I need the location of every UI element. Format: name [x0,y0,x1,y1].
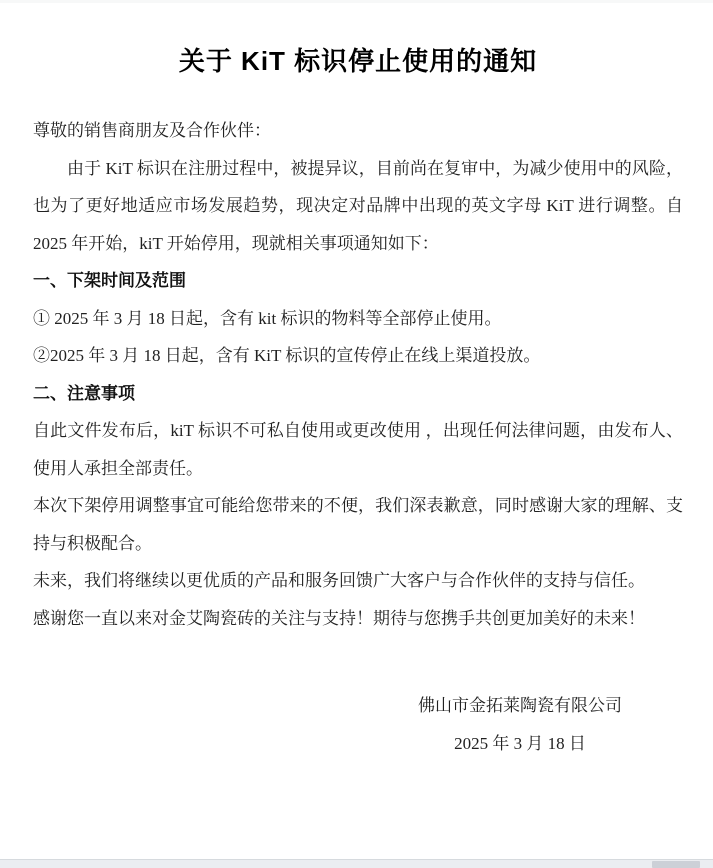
signature-date: 2025 年 3 月 18 日 [454,734,586,753]
paragraph-apology: 本次下架停用调整事宜可能给您带来的不便，我们深表歉意，同时感谢大家的理解、支持与积极配合。 [33,496,683,553]
section1-heading: 一、下架时间及范围 [33,271,186,290]
paragraph-thanks: 感谢您一直以来对金艾陶瓷砖的关注与支持！期待与您携手共创更加美好的未来！ [33,608,645,628]
document-title: 关于 KiT 标识停止使用的通知 [178,46,538,76]
section1-item-1: ① 2025 年 3 月 18 日起，含有 kit 标识的物料等全部停止使用。 [33,308,502,328]
horizontal-scrollbar-thumb[interactable] [652,861,700,868]
salutation: 尊敬的销售商朋友及合作伙伴： [33,121,271,140]
paragraph-future-commitment: 未来，我们将继续以更优质的产品和服务回馈广大客户与合作伙伴的支持与信任。 [33,571,645,590]
signature-company-name: 佛山市金拓莱陶瓷有限公司 [418,696,622,715]
intro-paragraph: 由于 KiT 标识在注册过程中，被提异议，目前尚在复审中，为减少使用中的风险，也为了更好地适应市场发展趋势，现决定对品牌中出现的英文字母 KiT 进行调整。自 2025 年开始，kiT 开始停用，现就相关事项通知如下： [33,158,683,253]
signature-block [370,687,670,763]
section2-heading: 二、注意事项 [33,383,135,403]
section1-item-2: ②2025 年 3 月 18 日起，含有 KiT 标识的宣传停止在线上渠道投放。 [33,346,541,365]
document-text-block [33,112,683,637]
horizontal-scrollbar-track[interactable] [0,859,713,868]
paragraph-liability: 自此文件发布后，kiT 标识不可私自使用或更改使用 ，出现任何法律问题，由发布人、使用人承担全部责任。 [33,421,683,478]
